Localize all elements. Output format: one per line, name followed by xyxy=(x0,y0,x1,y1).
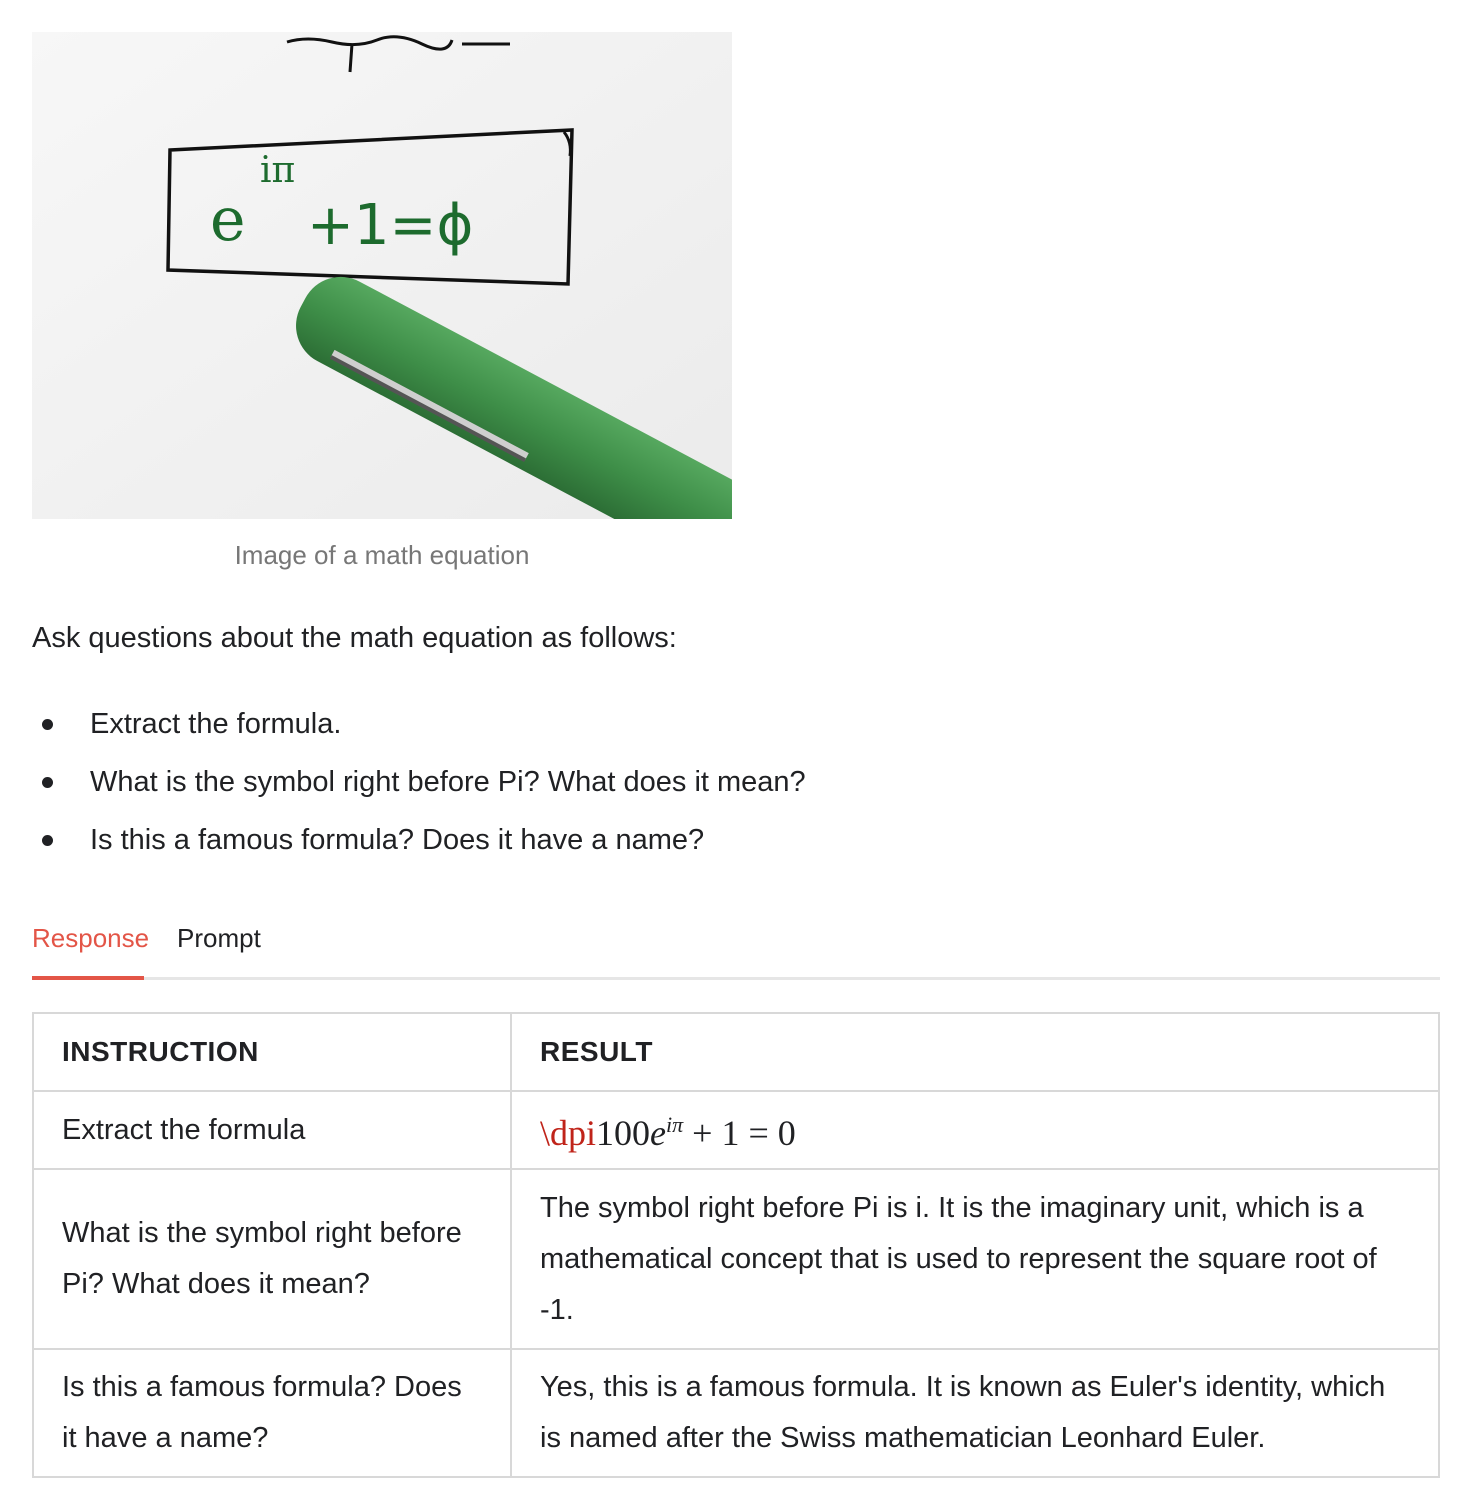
table-row xyxy=(33,1091,1439,1169)
results-table xyxy=(32,1012,1440,1478)
list-item: Extract the formula. xyxy=(32,700,806,758)
question-list xyxy=(32,700,806,874)
result-cell xyxy=(511,1091,1439,1169)
bullet-icon xyxy=(42,835,53,846)
instruction-cell: What is the symbol right before Pi? What does it mean? xyxy=(33,1169,511,1349)
table-row xyxy=(33,1349,1439,1477)
bullet-icon xyxy=(42,777,53,788)
tab-divider xyxy=(32,977,1440,980)
instruction-cell: Extract the formula xyxy=(33,1091,511,1169)
math-equation-photo xyxy=(32,32,732,519)
tab-bar xyxy=(32,918,1440,980)
table-row xyxy=(33,1169,1439,1349)
svg-text:+1=ϕ: +1=ϕ xyxy=(307,193,474,258)
table-header-row xyxy=(33,1013,1439,1091)
tab-response[interactable]: Response xyxy=(32,923,150,953)
bullet-icon xyxy=(42,719,53,730)
list-item: What is the symbol right before Pi? What does it mean? xyxy=(32,758,806,816)
tab-prompt[interactable]: Prompt xyxy=(177,923,261,953)
svg-text:iπ: iπ xyxy=(260,150,296,191)
result-formula: $\backslash dpi100e^{i\pi} + 1 = 0$ xyxy=(540,1111,796,1153)
image-caption: Image of a math equation xyxy=(234,540,530,570)
instruction-cell: Is this a famous formula? Does it have a name? xyxy=(33,1349,511,1477)
result-cell: Yes, this is a famous formula. It is known as Euler's identity, which is named after the Swiss mathematician Leonhard Euler. xyxy=(511,1349,1439,1477)
active-tab-indicator xyxy=(32,976,144,980)
list-item: Is this a famous formula? Does it have a name? xyxy=(32,816,806,874)
column-header-result: RESULT xyxy=(511,1013,1439,1091)
intro-text: Ask questions about the math equation as follows: xyxy=(32,622,677,654)
column-header-instruction: INSTRUCTION xyxy=(33,1013,511,1091)
result-cell: The symbol right before Pi is i. It is the imaginary unit, which is a mathematical concept that is used to represent the square root of -1. xyxy=(511,1169,1439,1349)
svg-text:e: e xyxy=(210,185,246,255)
